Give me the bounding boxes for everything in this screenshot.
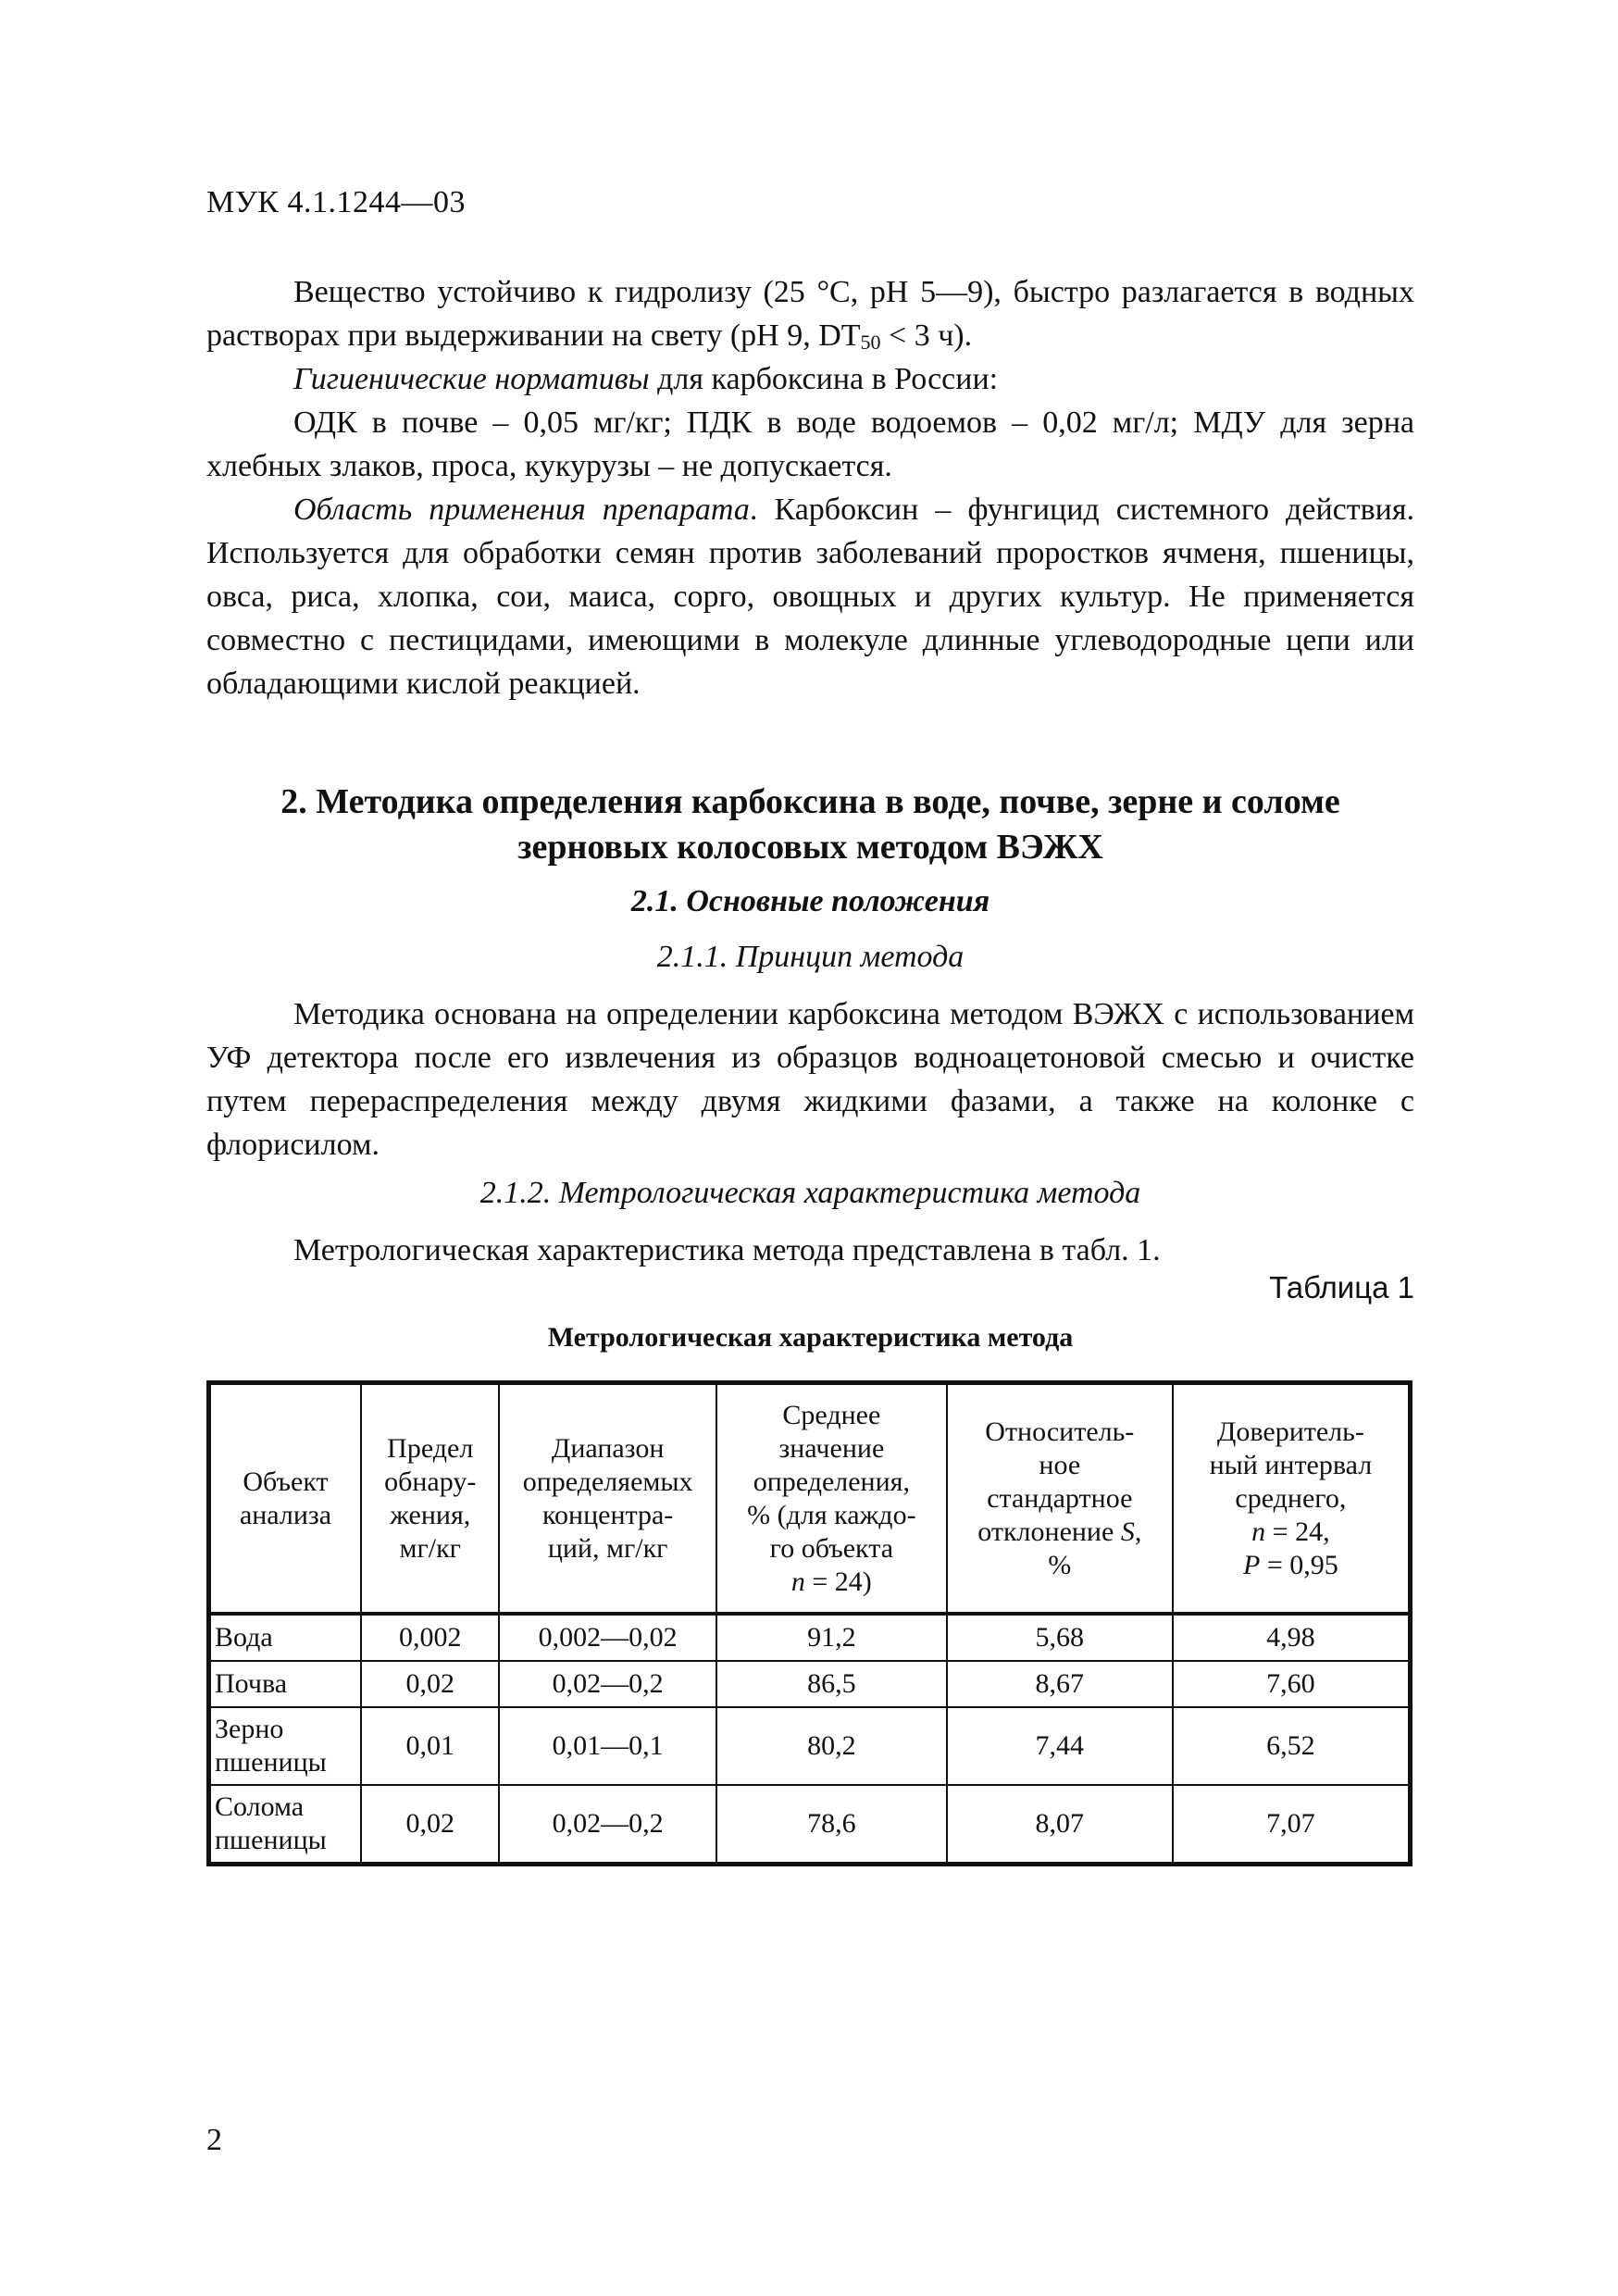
cell-object: Солома пшеницы <box>209 1785 362 1865</box>
section-title: 2. Методика определения карбоксина в воде, почве, зерне и соломе зерновых колосовых методом ВЭЖХ <box>280 782 1340 867</box>
header-ci-text: Доверитель- ный интервал среднего, <box>1209 1416 1373 1514</box>
paragraph-stability <box>206 270 1414 357</box>
stability-text-end: < 3 ч). <box>880 318 973 353</box>
header-mean-end: = 24) <box>804 1566 872 1597</box>
header-range: Диапазон определяемых концентра- ций, мг/кг <box>499 1383 716 1615</box>
cell-limit: 0,002 <box>361 1614 499 1661</box>
cell-sd: 7,44 <box>947 1707 1173 1785</box>
header-confidence <box>1173 1383 1411 1615</box>
cell-ci: 4,98 <box>1173 1614 1411 1661</box>
cell-ci: 7,60 <box>1173 1661 1411 1707</box>
header-mean-text: Среднее значение определения, % (для каждо- го объекта <box>747 1399 916 1564</box>
cell-object: Почва <box>209 1661 362 1707</box>
application-text: . Карбоксин – фунгицид системного действия. Используется для обработки семян против заболеваний проростков ячменя, пшеницы, овса, риса, хлопка, сои, маиса, сорго, овощных и других культур. Не применяется совместно с пестицидами, имеющими в молекуле длинные углеводородные цепи или обладающими кислой реакцией. <box>206 493 1414 701</box>
header-sd-text: Относитель- ное стандартное отклонение <box>977 1416 1135 1547</box>
table-row <box>209 1661 1411 1707</box>
header-ci-end: = 0,95 <box>1260 1549 1338 1580</box>
paragraph-method: Методика основана на определении карбоксина методом ВЭЖХ с использованием УФ детектора после его извлечения из образцов водноацетоновой смесью и очистке путем перераспределения между двумя жидкими фазами, а также на колонке с флорисилом. <box>206 997 1414 1162</box>
header-ci-mid: = 24, <box>1272 1516 1330 1547</box>
hygiene-text: для карбоксина в России: <box>649 362 999 396</box>
header-object: Объект анализа <box>209 1383 362 1615</box>
subsection-title: 2.1. Основные положения <box>630 884 990 918</box>
table-row <box>209 1785 1411 1865</box>
cell-limit: 0,02 <box>361 1785 499 1865</box>
cell-mean: 80,2 <box>716 1707 947 1785</box>
header-mean-n: n <box>790 1566 805 1597</box>
cell-range: 0,02—0,2 <box>499 1661 716 1707</box>
header-ci-n: n <box>1251 1516 1266 1547</box>
cell-sd: 8,07 <box>947 1785 1173 1865</box>
header-sd-s: S <box>1120 1516 1135 1547</box>
table-header-row <box>209 1383 1411 1615</box>
table-row <box>209 1707 1411 1785</box>
cell-ci: 6,52 <box>1173 1707 1411 1785</box>
paragraph-metrology: Метрологическая характеристика метода представлена в табл. 1. <box>293 1233 1161 1267</box>
subsection-principle: 2.1.1. Принцип метода <box>656 940 965 974</box>
document-header: МУК 4.1.1244—03 <box>206 185 466 219</box>
stability-text: Вещество устойчиво к гидролизу (25 °С, рН 5—9), быстро разлагается в водных растворах при выдерживании на свету (рН 9, DT <box>206 275 1414 353</box>
cell-limit: 0,01 <box>361 1707 499 1785</box>
table-title: Метрологическая характеристика метода <box>547 1322 1074 1353</box>
cell-object: Вода <box>209 1614 362 1661</box>
header-std-dev <box>947 1383 1173 1615</box>
header-sd-end: , % <box>1048 1516 1142 1580</box>
header-ci-p: P <box>1243 1549 1261 1580</box>
intro-text <box>206 270 1414 705</box>
dt-subscript: 50 <box>860 331 881 354</box>
cell-range: 0,002—0,02 <box>499 1614 716 1661</box>
cell-mean: 91,2 <box>716 1614 947 1661</box>
header-mean <box>716 1383 947 1615</box>
header-detection-limit: Предел обнару- жения, мг/кг <box>361 1383 499 1615</box>
paragraph-hygiene <box>206 357 1414 401</box>
cell-sd: 8,67 <box>947 1661 1173 1707</box>
method-principle-text <box>206 992 1414 1167</box>
cell-object: Зерно пшеницы <box>209 1707 362 1785</box>
page-number: 2 <box>206 2123 222 2157</box>
paragraph-limits: ОДК в почве – 0,05 мг/кг; ПДК в воде водоемов – 0,02 мг/л; МДУ для зерна хлебных злаков, проса, кукурузы – не допускается. <box>206 406 1414 483</box>
cell-mean: 86,5 <box>716 1661 947 1707</box>
metrology-table <box>206 1380 1413 1866</box>
metrology-text <box>206 1229 1414 1272</box>
cell-ci: 7,07 <box>1173 1785 1411 1865</box>
cell-range: 0,02—0,2 <box>499 1785 716 1865</box>
paragraph-application <box>206 488 1414 705</box>
cell-range: 0,01—0,1 <box>499 1707 716 1785</box>
hygiene-heading: Гигиенические нормативы <box>293 362 650 396</box>
cell-mean: 78,6 <box>716 1785 947 1865</box>
cell-sd: 5,68 <box>947 1614 1173 1661</box>
cell-limit: 0,02 <box>361 1661 499 1707</box>
application-heading: Область применения препарата <box>293 493 750 527</box>
subsection-metrology: 2.1.2. Метрологическая характеристика метода <box>479 1176 1141 1210</box>
table-label: Таблица 1 <box>1269 1270 1414 1304</box>
table-row <box>209 1614 1411 1661</box>
